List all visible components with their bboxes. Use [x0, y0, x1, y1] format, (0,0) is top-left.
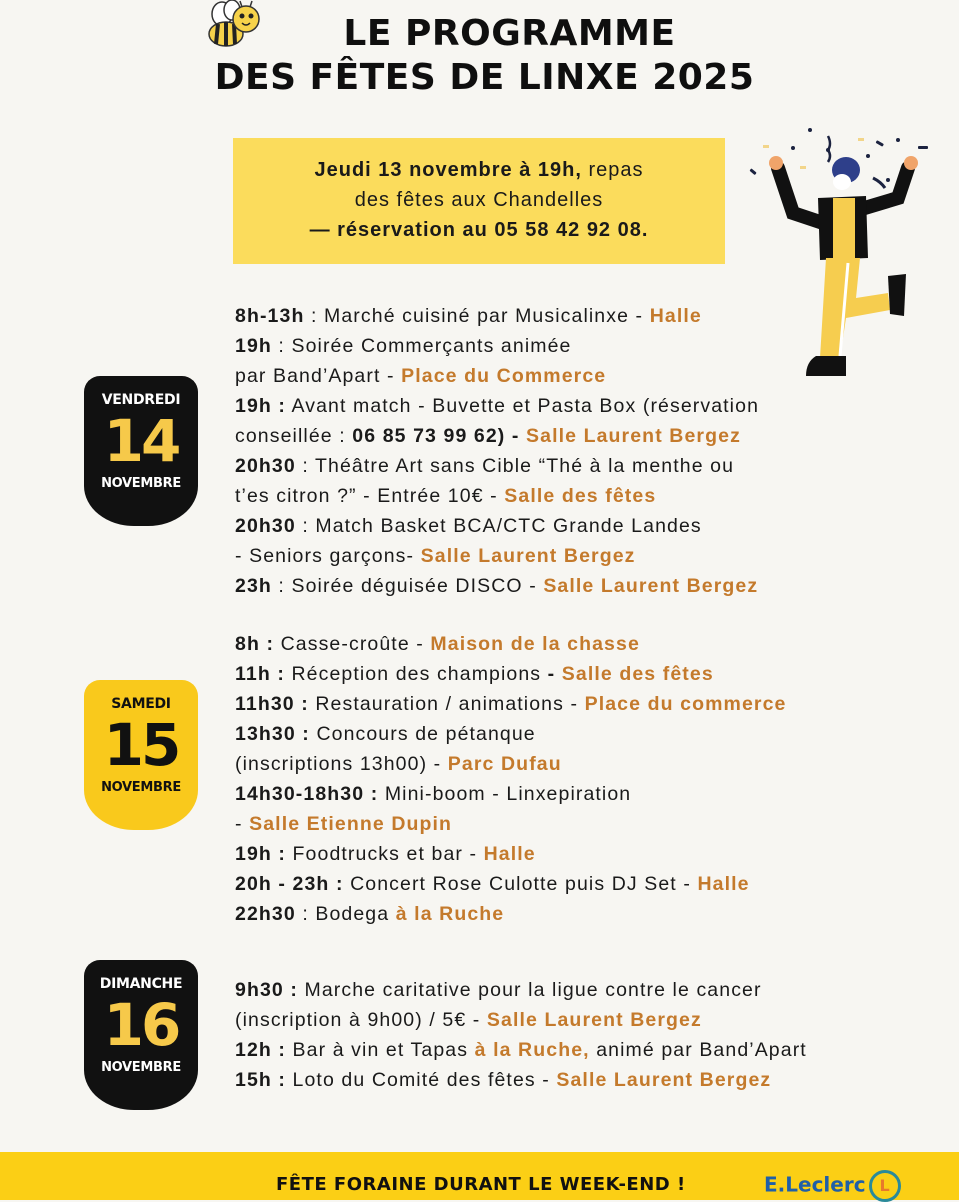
event-time: 8h :	[235, 633, 275, 655]
event-text: -	[235, 813, 250, 835]
event-text: Mini-boom - Linxepiration	[384, 783, 632, 805]
event-line	[235, 301, 759, 331]
event-separator: :	[304, 305, 325, 327]
dancing-person-illustration	[748, 118, 933, 380]
badge-month: NOVEMBRE	[101, 780, 181, 795]
title-line-1: LE PROGRAMME	[343, 13, 676, 54]
event-time: 12h :	[235, 1039, 287, 1061]
event-line	[235, 571, 759, 601]
event-text: Foodtrucks et bar -	[292, 843, 484, 865]
event-text-bold: 06 85 73 99 62) -	[352, 425, 527, 447]
event-line	[235, 1005, 807, 1035]
friday-events	[235, 301, 759, 601]
saturday-events	[235, 629, 786, 929]
day-badge-friday	[84, 376, 198, 526]
event-location: Maison de la chasse	[430, 633, 640, 655]
sunday-events	[235, 975, 807, 1095]
sponsor-logo	[764, 1170, 901, 1202]
event-location: Halle	[483, 843, 536, 865]
event-text: Concert Rose Culotte puis DJ Set -	[350, 873, 698, 895]
event-time: 11h :	[235, 663, 285, 685]
event-text: Avant match - Buvette et Pasta Box (réservation	[291, 395, 760, 417]
footer-banner	[0, 1152, 959, 1200]
event-text: par Band’Apart -	[235, 365, 402, 387]
jeudi-text-1: repas	[581, 159, 644, 181]
badge-month: NOVEMBRE	[101, 1060, 181, 1075]
event-time: 14h30-18h30 :	[235, 783, 379, 805]
event-line	[235, 361, 759, 391]
event-line	[235, 391, 759, 421]
event-time: 15h :	[235, 1069, 287, 1091]
event-text: (inscription à 9h00) / 5€ -	[235, 1009, 487, 1031]
event-text: Marché cuisiné par Musicalinxe -	[324, 305, 650, 327]
event-location: Halle	[697, 873, 750, 895]
event-line	[235, 809, 786, 839]
event-line	[235, 541, 759, 571]
event-location: Salle Laurent Bergez	[420, 545, 636, 567]
day-badge-saturday	[84, 680, 198, 830]
event-time: 20h30	[235, 455, 296, 477]
event-text: Casse-croûte -	[280, 633, 431, 655]
event-line	[235, 629, 786, 659]
event-text: Soirée déguisée DISCO -	[291, 575, 544, 597]
event-separator: :	[295, 515, 316, 537]
event-line	[235, 421, 759, 451]
event-line	[235, 1035, 807, 1065]
event-line	[235, 749, 786, 779]
event-location: Halle	[649, 305, 702, 327]
event-line	[235, 839, 786, 869]
event-text: Restauration / animations -	[315, 693, 585, 715]
event-text: - Seniors garçons-	[235, 545, 421, 567]
event-line	[235, 869, 786, 899]
event-line	[235, 975, 807, 1005]
event-location: Salle Laurent Bergez	[526, 425, 741, 447]
event-line	[235, 659, 786, 689]
badge-month: NOVEMBRE	[101, 476, 181, 491]
event-time: 11h30 :	[235, 693, 309, 715]
event-text: Bodega	[315, 903, 396, 925]
jeudi-date: Jeudi 13 novembre à 19h,	[314, 159, 582, 181]
badge-number: 14	[103, 407, 179, 475]
event-line	[235, 511, 759, 541]
event-location: Salle Laurent Bergez	[556, 1069, 772, 1091]
event-location: Salle Etienne Dupin	[249, 813, 453, 835]
event-text: Loto du Comité des fêtes -	[292, 1069, 557, 1091]
badge-number: 15	[103, 711, 179, 779]
event-text: Marche caritative pour la ligue contre le cancer	[304, 979, 762, 1001]
event-text: Concours de pétanque	[316, 723, 536, 745]
event-line	[235, 899, 786, 929]
event-location: Salle des fêtes	[561, 663, 714, 685]
event-line	[235, 719, 786, 749]
event-location: Place du Commerce	[401, 365, 607, 387]
event-line	[235, 779, 786, 809]
event-time: 9h30 :	[235, 979, 298, 1001]
jeudi-text-2: des fêtes aux Chandelles	[354, 189, 604, 211]
badge-day: VENDREDI	[101, 392, 181, 408]
badge-number: 16	[103, 991, 179, 1059]
event-location: Salle des fêtes	[504, 485, 657, 507]
jeudi-reservation: — réservation au 05 58 42 92 08.	[309, 219, 649, 241]
event-location: Salle Laurent Bergez	[543, 575, 759, 597]
badge-day: DIMANCHE	[99, 976, 183, 992]
event-line	[235, 1065, 807, 1095]
event-time: 13h30 :	[235, 723, 310, 745]
event-time: 19h :	[235, 395, 287, 417]
sponsor-name: E.Leclerc	[764, 1172, 866, 1197]
event-time: 20h - 23h :	[235, 873, 344, 895]
event-line	[235, 451, 759, 481]
jeudi-dinner-box	[233, 138, 725, 264]
event-separator: :	[271, 335, 292, 357]
event-text: t’es citron ?” - Entrée 10€ -	[235, 485, 505, 507]
event-text-after: animé par Band’Apart	[589, 1039, 807, 1061]
event-time: 20h30	[235, 515, 296, 537]
event-separator: :	[295, 455, 315, 477]
event-text: Théâtre Art sans Cible “Thé à la menthe ou	[315, 455, 735, 477]
event-separator: :	[295, 903, 316, 925]
event-time: 8h-13h	[235, 305, 305, 327]
event-text: (inscriptions 13h00) -	[235, 753, 448, 775]
event-location: Place du commerce	[584, 693, 787, 715]
badge-day: SAMEDI	[111, 696, 171, 712]
event-time: 22h30	[235, 903, 296, 925]
event-line	[235, 331, 759, 361]
event-text: Match Basket BCA/CTC Grande Landes	[315, 515, 702, 537]
event-time: 19h :	[235, 843, 287, 865]
page-title	[0, 12, 959, 100]
event-location: à la Ruche	[395, 903, 505, 925]
event-line	[235, 481, 759, 511]
event-time: 23h	[235, 575, 272, 597]
day-badge-sunday	[84, 960, 198, 1110]
event-text-bold: -	[547, 663, 562, 685]
event-separator: :	[271, 575, 292, 597]
footer-text: FÊTE FORAINE DURANT LE WEEK-END !	[276, 1174, 686, 1195]
event-location: à la Ruche,	[474, 1039, 590, 1061]
title-line-2: DES FÊTES DE LINXE 2025	[214, 57, 755, 98]
event-text: Soirée Commerçants animée	[291, 335, 572, 357]
event-time: 19h	[235, 335, 272, 357]
event-location: Salle Laurent Bergez	[486, 1009, 702, 1031]
event-location: Parc Dufau	[447, 753, 562, 775]
event-line	[235, 689, 786, 719]
event-text: Réception des champions	[291, 663, 548, 685]
event-text: Bar à vin et Tapas	[292, 1039, 475, 1061]
event-text: conseillée :	[235, 425, 353, 447]
leclerc-circle-icon: L	[869, 1170, 901, 1202]
